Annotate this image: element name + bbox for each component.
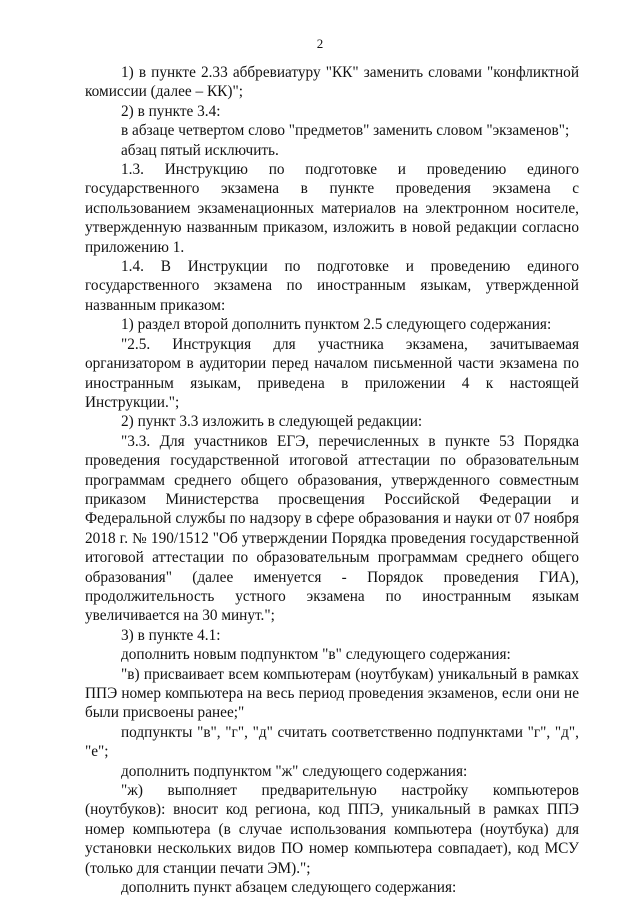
document-body	[85, 63, 579, 897]
paragraph: "2.5. Инструкция для участника экзамена, зачитываемая организатором в аудитории перед началом письменной части экзамена по иностранным языкам, приведена в приложении 4 к настоящей Инструкции.";	[85, 335, 579, 411]
paragraph: 1) в пункте 2.33 аббревиатуру "КК" заменить словами "конфликтной комиссии (далее – КК)";	[85, 64, 579, 101]
paragraph: "в) присваивает всем компьютерам (ноутбукам) уникальный в рамках ППЭ номер компьютера на весь период проведения экзаменов, если они не были присвоены ранее;"	[85, 665, 579, 722]
paragraph: 1) раздел второй дополнить пунктом 2.5 следующего содержания:	[121, 316, 552, 334]
paragraph: 1.3. Инструкцию по подготовке и проведению единого государственного экзамена в пункте проведения экзамена с использованием экзаменационных материалов на электронном носителе, утвержденную названным приказом, изложить в новой редакции согласно приложению 1.	[85, 161, 579, 256]
paragraph: "ж) выполняет предварительную настройку компьютеров (ноутбуков): вносит код региона, код ППЭ, уникальный в рамках ППЭ номер компьютера (в случае использования компьютера (ноутбука) для установки нескольких видов ПО номер компьютера совпадает), код МСУ (только для станции печати ЭМ).";	[85, 782, 579, 877]
paragraph: подпункты "в", "г", "д" считать соответственно подпунктами "г", "д", "е";	[85, 723, 579, 761]
paragraph: в абзаце четвертом слово "предметов" заменить словом "экзаменов";	[121, 122, 570, 140]
paragraph: "3.3. Для участников ЕГЭ, перечисленных в пункте 53 Порядка проведения государственной итоговой аттестации по образовательным программам среднего общего образования, утвержденного совместным приказом Министерства просвещения Российской Федерации и Федеральной службы по надзору в сфере образования и науки от 07 ноября 2018 г. № 190/1512 "Об утверждении Порядка проведения государственной итоговой аттестации по образовательным программам среднего общего образования" (далее именуется - Порядок проведения ГИА), продолжительность устного экзамена по иностранным языкам увеличивается на 30 минут.";	[85, 432, 579, 625]
page-number: 2	[316, 36, 324, 51]
paragraph: дополнить новым подпунктом "в" следующего содержания:	[121, 646, 511, 664]
paragraph: дополнить пункт абзацем следующего содержания:	[121, 879, 457, 897]
paragraph: абзац пятый исключить.	[121, 141, 279, 159]
paragraph: 2) пункт 3.3 изложить в следующей редакции:	[121, 413, 423, 431]
paragraph: 2) в пункте 3.4:	[121, 102, 221, 120]
paragraph: 3) в пункте 4.1:	[121, 626, 221, 644]
paragraph: 1.4. В Инструкции по подготовке и проведению единого государственного экзамена по иностранным языкам, утвержденной названным приказом:	[85, 258, 579, 314]
paragraph: дополнить подпунктом "ж" следующего содержания:	[121, 762, 468, 780]
